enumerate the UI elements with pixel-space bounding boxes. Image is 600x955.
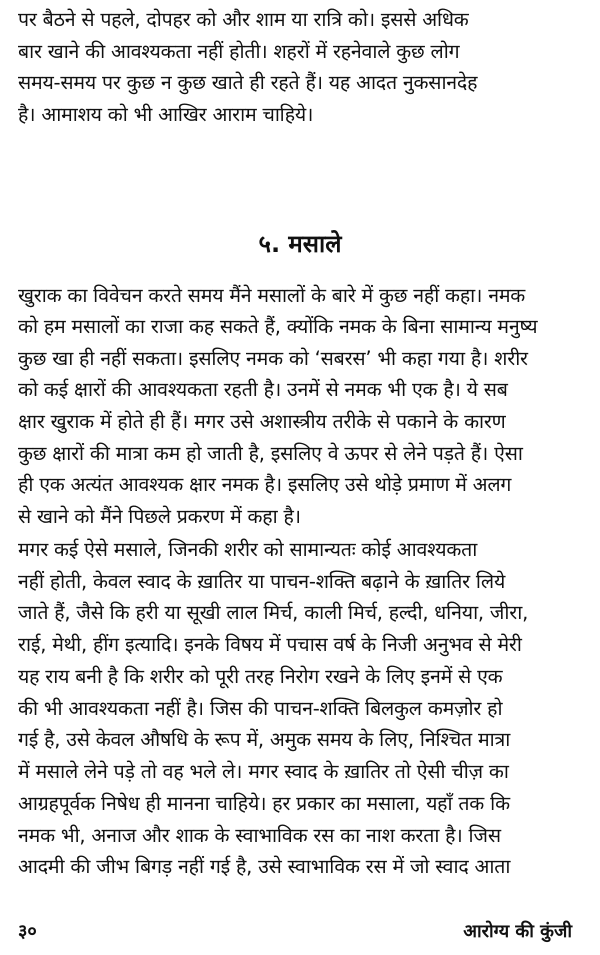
paragraph-line: नहीं होती, केवल स्वाद के ख़ातिर या पाचन-शक्ति बढ़ाने के ख़ातिर लिये [18,570,506,593]
paragraph-line: क्षार खुराक में होते ही हैं। मगर उसे अशास्त्रीय तरीके से पकाने के कारण [18,410,506,433]
paragraph-line: की भी आवश्यकता नहीं है। जिस की पाचन-शक्ति बिलकुल कमज़ोर हो [18,697,503,720]
paragraph-line: मगर कई ऐसे मसाले, जिनकी शरीर को सामान्यतः कोई आवश्यकता [18,538,478,561]
paragraph-line: बार खाने की आवश्यकता नहीं होती। शहरों में रहनेवाले कुछ लोग [18,40,460,63]
paragraph-line: राई, मेथी, हींग इत्यादि। इनके विषय में पचास वर्ष के निजी अनुभव से मेरी [18,633,522,656]
paragraph-line: है। आमाशय को भी आखिर आराम चाहिये। [18,103,314,126]
paragraph-line: से खाने को मैंने पिछले प्रकरण में कहा है। [18,505,301,528]
paragraph-line: नमक भी, अनाज और शाक के स्वाभाविक रस का नाश करता है। जिस [18,824,501,847]
section-heading: ५. मसाले [258,230,342,258]
page-number: ३० [18,921,37,942]
paragraph-line: समय-समय पर कुछ न कुछ खाते ही रहते हैं। यह आदत नुकसानदेह [18,71,478,94]
paragraph-line: को कई क्षारों की आवश्यकता रहती है। उनमें से नमक भी एक है। ये सब [18,378,508,401]
paragraph-line: यह राय बनी है कि शरीर को पूरी तरह निरोग रखने के लिए इनमें से एक [18,665,503,688]
paragraph-line: में मसाले लेने पड़े तो वह भले ले। मगर स्वाद के ख़ातिर तो ऐसी चीज़ का [18,760,509,783]
paragraph-line: को हम मसालों का राजा कह सकते हैं, क्योंकि नमक के बिना सामान्य मनुष्य [18,315,538,338]
paragraph-line: आग्रहपूर्वक निषेध ही मानना चाहिये। हर प्रकार का मसाला, यहाँ तक कि [18,792,510,815]
paragraph-line: कुछ खा ही नहीं सकता। इसलिए नमक को ‘सबरस’ भी कहा गया है। शरीर [18,347,528,370]
paragraph-line: कुछ क्षारों की मात्रा कम हो जाती है, इसलिए वे ऊपर से लेने पड़ते हैं। ऐसा [18,442,523,465]
paragraph-line: ही एक अत्यंत आवश्यक क्षार नमक है। इसलिए उसे थोड़े प्रमाण में अलग [18,473,512,496]
book-title: आरोग्य की कुंजी [463,921,572,942]
paragraph-line: जाते हैं, जैसे कि हरी या सूखी लाल मिर्च, काली मिर्च, हल्दी, धनिया, जीरा, [18,601,529,624]
paragraph-line: पर बैठने से पहले, दोपहर को और शाम या रात्रि को। इससे अधिक [18,8,469,31]
paragraph-line: आदमी की जीभ बिगड़ नहीं गई है, उसे स्वाभाविक रस में जो स्वाद आता [18,855,511,878]
paragraph-line: गई है, उसे केवल औषधि के रूप में, अमुक समय के लिए, निश्चित मात्रा [18,728,511,751]
paragraph-line: खुराक का विवेचन करते समय मैंने मसालों के बारे में कुछ नहीं कहा। नमक [18,284,526,307]
